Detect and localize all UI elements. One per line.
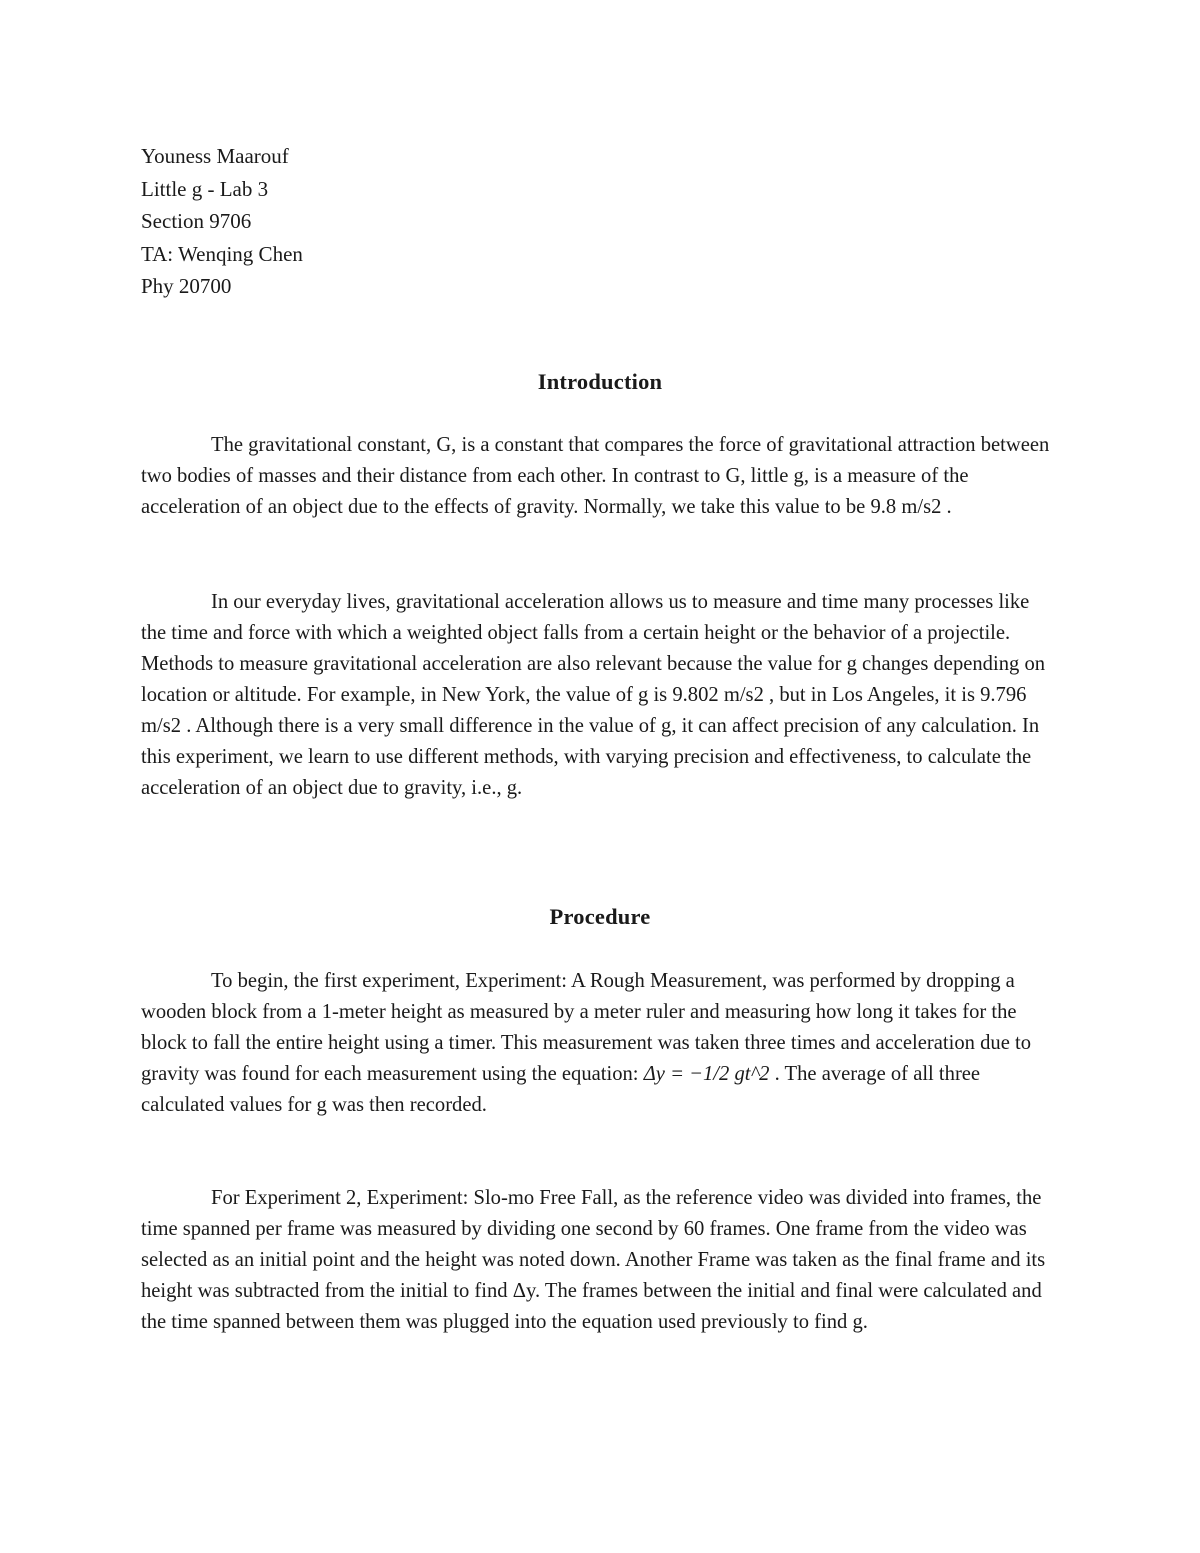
procedure-paragraph-1-text: To begin, the first experiment, Experiment: A Rough Measurement, was performed by dropping a wooden block from a 1-meter height as measured by a meter ruler and measuring how long it takes for the block to fall the entire height using a timer. This measurement was taken three times and acceleration due to gravity was found for each measurement using the equation: xyxy=(141,970,1032,1085)
free-fall-equation: Δy = −1/2 gt^2 xyxy=(643,1063,770,1085)
introduction-paragraph-1: The gravitational constant, G, is a constant that compares the force of gravitational attraction between two bodies of masses and their distance from each other. In contrast to G, little g, is a measure of the acceleration of an object due to the effects of gravity. Normally, we take this value to be 9.8 m/s2 . xyxy=(141,434,1050,518)
introduction-heading: Introduction xyxy=(537,369,663,394)
procedure-paragraph-1 xyxy=(141,966,1053,1121)
procedure-heading: Procedure xyxy=(549,904,651,929)
author-name: Youness Maarouf xyxy=(141,144,289,168)
procedure-paragraph-2: For Experiment 2, Experiment: Slo-mo Free Fall, as the reference video was divided into frames, the time spanned per frame was measured by dividing one second by 60 frames. One frame from the video was selected as an initial point and the height was noted down. Another Frame was taken as the final frame and its height was subtracted from the initial to find Δy. The frames between the initial and final were calculated and the time spanned between them was plugged into the equation used previously to find g. xyxy=(141,1187,1046,1333)
introduction-paragraph-2: In our everyday lives, gravitational acceleration allows us to measure and time many processes like the time and force with which a weighted object falls from a certain height or the behavior of a projectile. Methods to measure gravitational acceleration are also relevant because the value for g changes depending on location or altitude. For example, in New York, the value of g is 9.802 m/s2 , but in Los Angeles, it is 9.796 m/s2 . Although there is a very small difference in the value of g, it can affect precision of any calculation. In this experiment, we learn to use different methods, with varying precision and effectiveness, to calculate the acceleration of an object due to gravity, i.e., g. xyxy=(141,591,1046,799)
procedure-paragraph-1-text-end: . The average of all three calculated values for g was then recorded. xyxy=(141,1063,981,1116)
author-header xyxy=(141,140,303,303)
teaching-assistant: TA: Wenqing Chen xyxy=(141,241,303,266)
section-number: Section 9706 xyxy=(141,209,252,233)
lab-title: Little g - Lab 3 xyxy=(141,176,269,201)
course-code: Phy 20700 xyxy=(141,274,232,298)
